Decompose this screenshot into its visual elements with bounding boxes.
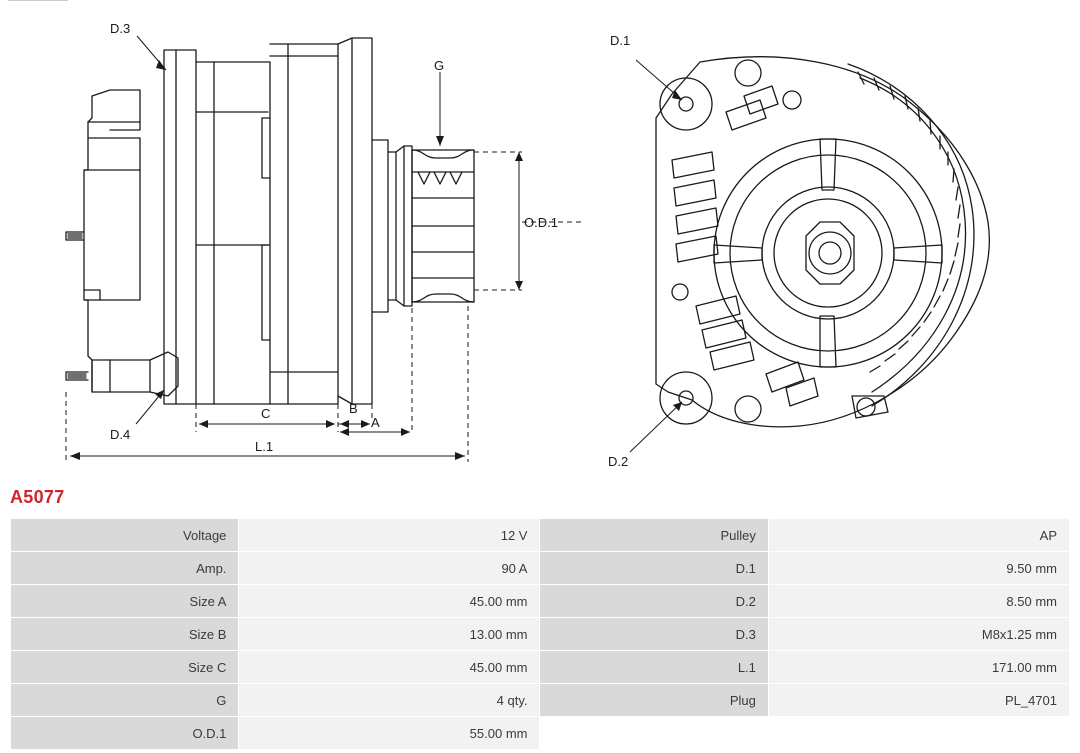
- spec-key: D.3: [540, 618, 768, 651]
- spec-value: 8.50 mm: [768, 585, 1069, 618]
- callout-b: B: [349, 401, 358, 416]
- table-row: [11, 519, 1070, 552]
- spec-key: Amp.: [11, 552, 239, 585]
- callout-od1: O.D.1: [524, 215, 558, 230]
- callout-a: A: [371, 415, 380, 430]
- spec-value: PL_4701: [768, 684, 1069, 717]
- spec-key: Voltage: [11, 519, 239, 552]
- table-row: [11, 717, 1070, 750]
- table-row: [11, 618, 1070, 651]
- table-row: [11, 585, 1070, 618]
- callout-g: G: [434, 58, 445, 73]
- spec-value-empty: [768, 717, 1069, 750]
- spec-value: AP: [768, 519, 1069, 552]
- spec-value: 171.00 mm: [768, 651, 1069, 684]
- spec-key: Pulley: [540, 519, 768, 552]
- spec-value: 12 V: [239, 519, 540, 552]
- callout-d3: D.3: [110, 21, 131, 36]
- callout-c: C: [261, 406, 271, 421]
- part-number: A5077: [10, 487, 65, 507]
- spec-value: 9.50 mm: [768, 552, 1069, 585]
- spec-key-empty: [540, 717, 768, 750]
- spec-key: L.1: [540, 651, 768, 684]
- spec-key: Plug: [540, 684, 768, 717]
- table-row: [11, 684, 1070, 717]
- callout-l1: L.1: [255, 439, 274, 454]
- spec-value: 55.00 mm: [239, 717, 540, 750]
- spec-value: 45.00 mm: [239, 651, 540, 684]
- callout-d4: D.4: [110, 427, 131, 442]
- spec-key: D.2: [540, 585, 768, 618]
- spec-key: Size C: [11, 651, 239, 684]
- spec-key: G: [11, 684, 239, 717]
- spec-value: 45.00 mm: [239, 585, 540, 618]
- spec-value: M8x1.25 mm: [768, 618, 1069, 651]
- table-row: [11, 552, 1070, 585]
- table-row: [11, 651, 1070, 684]
- spec-key: O.D.1: [11, 717, 239, 750]
- spec-key: D.1: [540, 552, 768, 585]
- callout-d1: D.1: [610, 33, 631, 48]
- specifications-table: [10, 518, 1070, 750]
- spec-value: 13.00 mm: [239, 618, 540, 651]
- spec-key: Size A: [11, 585, 239, 618]
- spec-key: Size B: [11, 618, 239, 651]
- spec-value: 90 A: [239, 552, 540, 585]
- spec-value: 4 qty.: [239, 684, 540, 717]
- callout-d2: D.2: [608, 454, 629, 469]
